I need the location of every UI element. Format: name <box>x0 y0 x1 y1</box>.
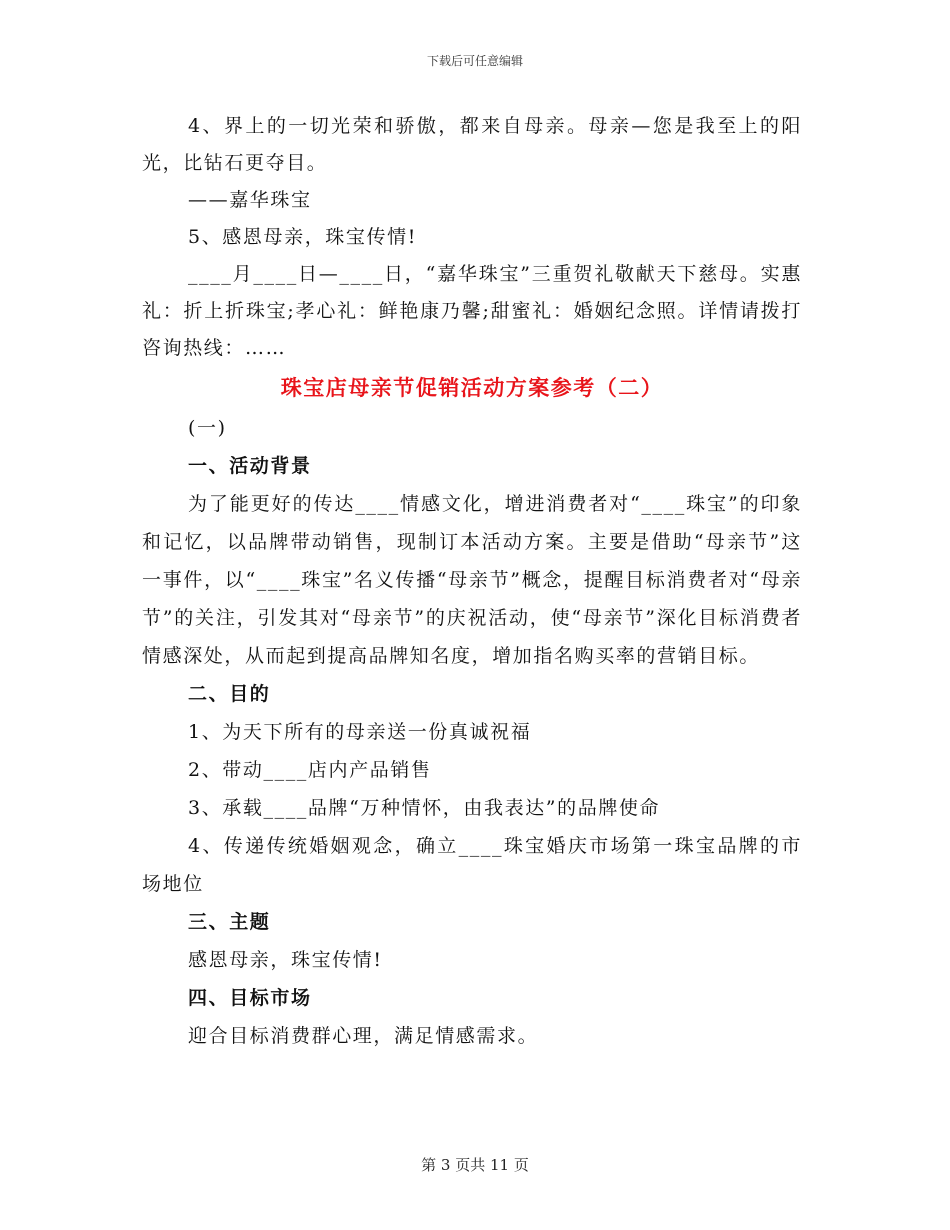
heading-goals: 二、目的 <box>188 683 271 705</box>
section-title: 珠宝店母亲节促销活动方案参考（二） <box>280 375 664 400</box>
signature-line: ——嘉华珠宝 <box>188 189 312 211</box>
list-item-4: 4、界上的一切光荣和骄傲，都来自母亲。母亲—您是我至上的阳光，比钻石更夺目。 <box>142 115 802 174</box>
part-label: (一) <box>188 417 227 439</box>
goal-item: 3、承载____品牌“万种情怀，由我表达”的品牌使命 <box>188 797 661 819</box>
heading-background: 一、活动背景 <box>188 455 312 477</box>
page-number: 第 3 页共 11 页 <box>421 1156 529 1174</box>
background-paragraph: 为了能更好的传达____情感文化，增进消费者对“____珠宝”的印象和记忆，以品牌带动销售，现制订本活动方案。主要是借助“母亲节”这一事件，以“____珠宝”名义传播“母亲节”概念，提醒目标消费者对“母亲节”的关注，引发其对“母亲节”的庆祝活动，使“母亲节”深化目标消费者情感深处，从而起到提高品牌知名度，增加指名购买率的营销目标。 <box>142 493 802 667</box>
theme-text: 感恩母亲，珠宝传情! <box>188 949 383 971</box>
document-body <box>142 108 802 1055</box>
heading-theme: 三、主题 <box>188 911 271 933</box>
promo-paragraph: ____月____日—____日，“嘉华珠宝”三重贺礼敬献天下慈母。实惠礼：折上折珠宝;孝心礼：鲜艳康乃馨;甜蜜礼：婚姻纪念照。详情请拨打咨询热线：…… <box>142 263 802 359</box>
goal-item: 1、为天下所有的母亲送一份真诚祝福 <box>188 721 532 743</box>
heading-target-market: 四、目标市场 <box>188 987 312 1009</box>
list-item-5: 5、感恩母亲，珠宝传情! <box>188 226 417 248</box>
market-text: 迎合目标消费群心理，满足情感需求。 <box>188 1025 539 1047</box>
header-note: 下载后可任意编辑 <box>426 54 523 68</box>
goal-item: 4、传递传统婚姻观念，确立____珠宝婚庆市场第一珠宝品牌的市场地位 <box>142 835 802 895</box>
goal-item: 2、带动____店内产品销售 <box>188 759 432 781</box>
